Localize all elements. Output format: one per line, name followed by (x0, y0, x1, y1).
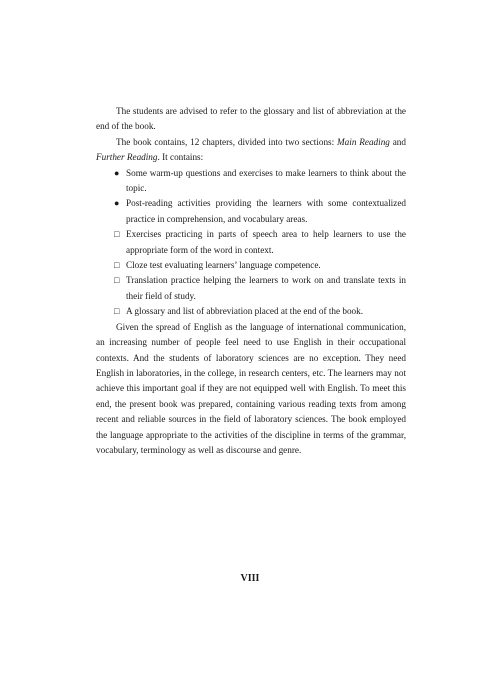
bullet-icon: ● (114, 167, 120, 178)
list-item-text: Exercises practicing in parts of speech area to help learners to use the appropriate form of the word in context. (126, 229, 406, 255)
contents-text-before: The book contains, 12 chapters, divided into two sections: (116, 136, 338, 147)
checkbox-bullet-icon: □ (114, 306, 120, 317)
list-item (96, 304, 406, 319)
list-item-text: Some warm-up questions and exercises to make learners to think about the topic. (126, 167, 406, 194)
list-item (96, 227, 406, 258)
list-item-text: Post-reading activities providing the learners with some contextualized practice in comprehension, and vocabulary areas. (126, 198, 406, 224)
checkbox-bullet-icon: □ (114, 229, 120, 240)
list-item-text: Translation practice helping the learners to work on and translate texts in their field of study. (126, 275, 406, 301)
list-item-text: A glossary and list of abbreviation placed at the end of the book. (126, 306, 364, 317)
bullet-icon: ● (114, 198, 120, 209)
checkbox-bullet-icon: □ (114, 275, 120, 286)
list-item-text: Cloze test evaluating learners’ language competence. (126, 260, 321, 271)
checkbox-bullet-icon: □ (114, 260, 120, 271)
list-item (96, 258, 406, 273)
list-item (96, 273, 406, 304)
page-number: VIII (240, 573, 260, 584)
contents-list (96, 166, 406, 320)
contents-text-and: and (389, 136, 406, 147)
section-main-reading: Main Reading (337, 136, 390, 147)
intro-paragraph: The students are advised to refer to the glossary and list of abbreviation at the end of the book. (96, 106, 406, 132)
contents-paragraph (96, 135, 406, 166)
list-item (96, 196, 406, 227)
list-item (96, 166, 406, 197)
contents-text-after: . It contains: (157, 152, 204, 163)
section-further-reading: Further Reading (96, 152, 158, 163)
closing-paragraph: Given the spread of English as the language of international communication, an increasing number of people feel need to use English in their occupational contexts. And the students of laboratory sciences are no exception. They need English in laboratories, in the college, in research centers, etc. The learners may not achieve this important goal if they are not equipped well with English. To meet this end, the present book was prepared, containing various reading texts from among recent and reliable sources in the field of laboratory sciences. The book employed the language appropriate to the activities of the discipline in terms of the grammar, vocabulary, terminology as well as discourse and genre. (96, 321, 406, 455)
page-body (96, 104, 406, 458)
